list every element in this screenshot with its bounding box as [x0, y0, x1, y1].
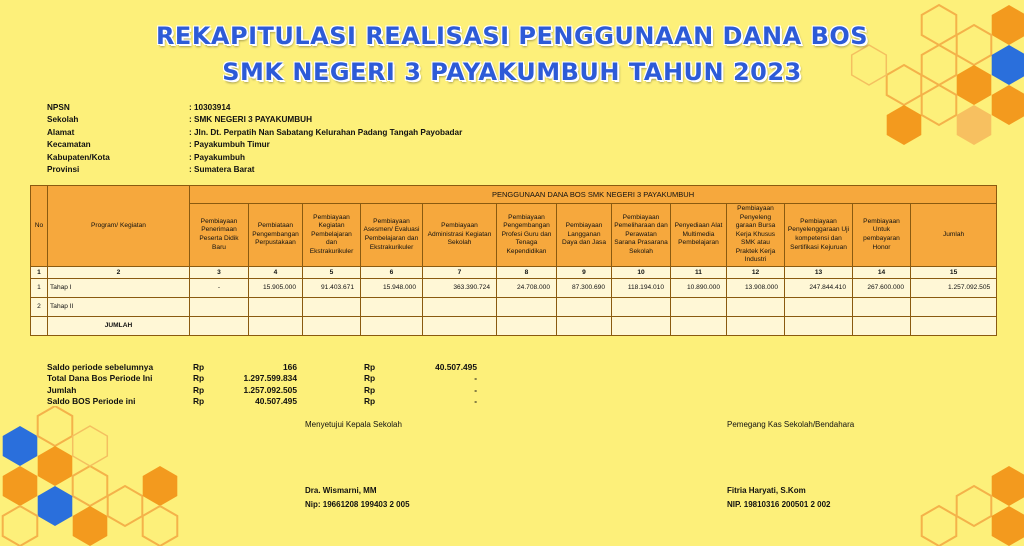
saldo-row [47, 396, 477, 408]
col-number: 2 [48, 266, 190, 278]
saldo-value: 40.507.495 [255, 396, 297, 407]
header-col-10: Pembiayaan Pemeliharaan dan Perawatan Sarana Prasarana Sekolah [612, 204, 671, 267]
col-number: 13 [785, 266, 853, 278]
saldo-label: Saldo BOS Periode ini [47, 396, 136, 407]
cell-value [423, 297, 497, 316]
cell-value [727, 316, 785, 335]
info-label: NPSN [47, 102, 70, 112]
signature-nip: NIP. 19810316 200501 2 002 [727, 500, 831, 509]
info-label: Alamat [47, 127, 75, 137]
col-number: 8 [497, 266, 557, 278]
cell-value [612, 297, 671, 316]
signature-role: Menyetujui Kepala Sekolah [305, 420, 402, 429]
cell-value [785, 316, 853, 335]
header-col-12: Pembiayaan Penyeleng garaan Bursa Kerja Khusus SMK atau Praktek Kerja Industri [727, 204, 785, 267]
cell-value [361, 316, 423, 335]
cell-value: 13.908.000 [727, 278, 785, 297]
saldo-currency: Rp [193, 361, 205, 372]
header-group: PENGGUNAAN DANA BOS SMK NEGERI 3 PAYAKUMBUH [190, 186, 997, 204]
row-no: 1 [31, 278, 48, 297]
document-title-line-1: REKAPITULASI REALISASI PENGGUNAAN DANA BOS [155, 22, 869, 50]
saldo-currency: Rp [364, 361, 376, 372]
signature-treasurer [727, 420, 854, 509]
cell-value [727, 297, 785, 316]
cell-value [497, 297, 557, 316]
col-number: 9 [557, 266, 612, 278]
cell-value: 267.600.000 [853, 278, 911, 297]
col-number: 6 [361, 266, 423, 278]
row-program: Tahap I [48, 278, 190, 297]
info-row-provinsi [47, 164, 462, 177]
bos-usage-table [30, 185, 997, 336]
cell-value [671, 316, 727, 335]
saldo-currency: Rp [364, 396, 376, 407]
col-number: 7 [423, 266, 497, 278]
saldo-value: - [474, 384, 477, 395]
saldo-label: Total Dana Bos Periode Ini [47, 373, 153, 384]
cell-value [612, 316, 671, 335]
signature-name: Dra. Wismarni, MM [305, 486, 377, 495]
cell-value [303, 316, 361, 335]
saldo-currency: Rp [193, 384, 205, 395]
info-value: : Payakumbuh [189, 152, 245, 162]
header-col-7: Pembiayaan Administrasi Kegiatan Sekolah [423, 204, 497, 267]
cell-value [911, 297, 997, 316]
row-program: Tahap II [48, 297, 190, 316]
saldo-row [47, 384, 477, 396]
info-row-npsn [47, 101, 462, 114]
col-number: 10 [612, 266, 671, 278]
cell-value [911, 316, 997, 335]
col-number: 4 [249, 266, 303, 278]
cell-value [497, 316, 557, 335]
header-col-14: Pembiayaan Untuk pembayaran Honor [853, 204, 911, 267]
saldo-currency: Rp [364, 384, 376, 395]
cell-value: 118.194.010 [612, 278, 671, 297]
total-row [31, 316, 997, 335]
saldo-value: 40.507.495 [435, 361, 477, 372]
signature-principal [305, 420, 410, 509]
cell-value [190, 297, 249, 316]
cell-value: 10.890.000 [671, 278, 727, 297]
info-row-kecamatan [47, 139, 462, 152]
signature-role: Pemegang Kas Sekolah/Bendahara [727, 420, 855, 429]
info-value: : 10303914 [189, 102, 231, 112]
info-label: Kabupaten/Kota [47, 152, 110, 162]
info-row-sekolah [47, 114, 462, 127]
cell-value [557, 316, 612, 335]
total-label: JUMLAH [48, 316, 190, 335]
saldo-value: 1.297.599.834 [243, 373, 297, 384]
header-col-5: Pembiayaan Kegiatan Pembelajaran dan Ekstrakurikuler [303, 204, 361, 267]
info-value: : Sumatera Barat [189, 165, 255, 175]
cell-value [190, 316, 249, 335]
saldo-label: Jumlah [47, 384, 77, 395]
info-label: Kecamatan [47, 140, 91, 150]
table-row [31, 297, 997, 316]
cell-value [249, 297, 303, 316]
header-col-11: Penyediaan Alat Multimedia Pembelajaran [671, 204, 727, 267]
cell-value: 363.390.724 [423, 278, 497, 297]
cell-value [557, 297, 612, 316]
total-no [31, 316, 48, 335]
header-col-15: Jumlah [911, 204, 997, 267]
cell-value: 15.948.000 [361, 278, 423, 297]
hexagon-decoration-bottom-left [0, 406, 210, 546]
header-col-13: Pembiayaan Penyelenggaraan Uji kompetensi dan Sertifikasi Kejuruan [785, 204, 853, 267]
saldo-value: 166 [283, 361, 297, 372]
col-number: 15 [911, 266, 997, 278]
col-number: 3 [190, 266, 249, 278]
header-col-8: Pembiayaan Pengembangan Profesi Guru dan Tenaga Kependidikan [497, 204, 557, 267]
col-number: 1 [31, 266, 48, 278]
saldo-row [47, 373, 477, 385]
saldo-currency: Rp [193, 373, 205, 384]
header-program: Program/ Kegiatan [48, 186, 190, 267]
saldo-summary [47, 361, 477, 407]
document-title-line-2: SMK NEGERI 3 PAYAKUMBUH TAHUN 2023 [222, 58, 802, 86]
col-number: 14 [853, 266, 911, 278]
info-value: : Jln. Dt. Perpatih Nan Sabatang Kelurahan Padang Tangah Payobadar [189, 127, 463, 137]
cell-value [853, 297, 911, 316]
signature-nip: Nip: 19661208 199403 2 005 [305, 500, 410, 509]
saldo-currency: Rp [364, 373, 376, 384]
saldo-row [47, 361, 477, 373]
cell-value: - [190, 278, 249, 297]
info-label: Sekolah [47, 115, 79, 125]
cell-value [853, 316, 911, 335]
column-number-row [31, 266, 997, 278]
school-info [47, 101, 462, 176]
saldo-value: - [474, 373, 477, 384]
info-row-alamat [47, 126, 462, 139]
cell-value [361, 297, 423, 316]
header-col-6: Pembiayaan Asesmen/ Evaluasi Pembelajaran dan Ekstrakurikuler [361, 204, 423, 267]
cell-value: 24.708.000 [497, 278, 557, 297]
row-no: 2 [31, 297, 48, 316]
cell-value: 87.300.690 [557, 278, 612, 297]
signature-name: Fitria Haryati, S.Kom [727, 486, 806, 495]
col-number: 12 [727, 266, 785, 278]
saldo-value: 1.257.092.505 [243, 384, 297, 395]
saldo-currency: Rp [193, 396, 205, 407]
cell-value: 247.844.410 [785, 278, 853, 297]
saldo-value: - [474, 396, 477, 407]
col-number: 5 [303, 266, 361, 278]
header-no: No [31, 186, 48, 267]
header-col-9: Pembiayaan Langganan Daya dan Jasa [557, 204, 612, 267]
info-value: : SMK NEGERI 3 PAYAKUMBUH [189, 115, 312, 125]
saldo-label: Saldo periode sebelumnya [47, 361, 154, 372]
cell-value: 1.257.092.505 [911, 278, 997, 297]
cell-value [249, 316, 303, 335]
col-number: 11 [671, 266, 727, 278]
cell-value: 91.403.671 [303, 278, 361, 297]
cell-value [423, 316, 497, 335]
header-col-3: Pembiayaan Penerimaan Peserta Didik Baru [190, 204, 249, 267]
header-col-4: Pembiataan Pengembangan Perpustakaan [249, 204, 303, 267]
table-row [31, 278, 997, 297]
info-value: : Payakumbuh Timur [189, 140, 270, 150]
cell-value [671, 297, 727, 316]
hexagon-decoration-bottom-right [874, 456, 1024, 546]
cell-value [303, 297, 361, 316]
cell-value: 15.905.000 [249, 278, 303, 297]
info-label: Provinsi [47, 165, 80, 175]
info-row-kabupaten [47, 151, 462, 164]
cell-value [785, 297, 853, 316]
